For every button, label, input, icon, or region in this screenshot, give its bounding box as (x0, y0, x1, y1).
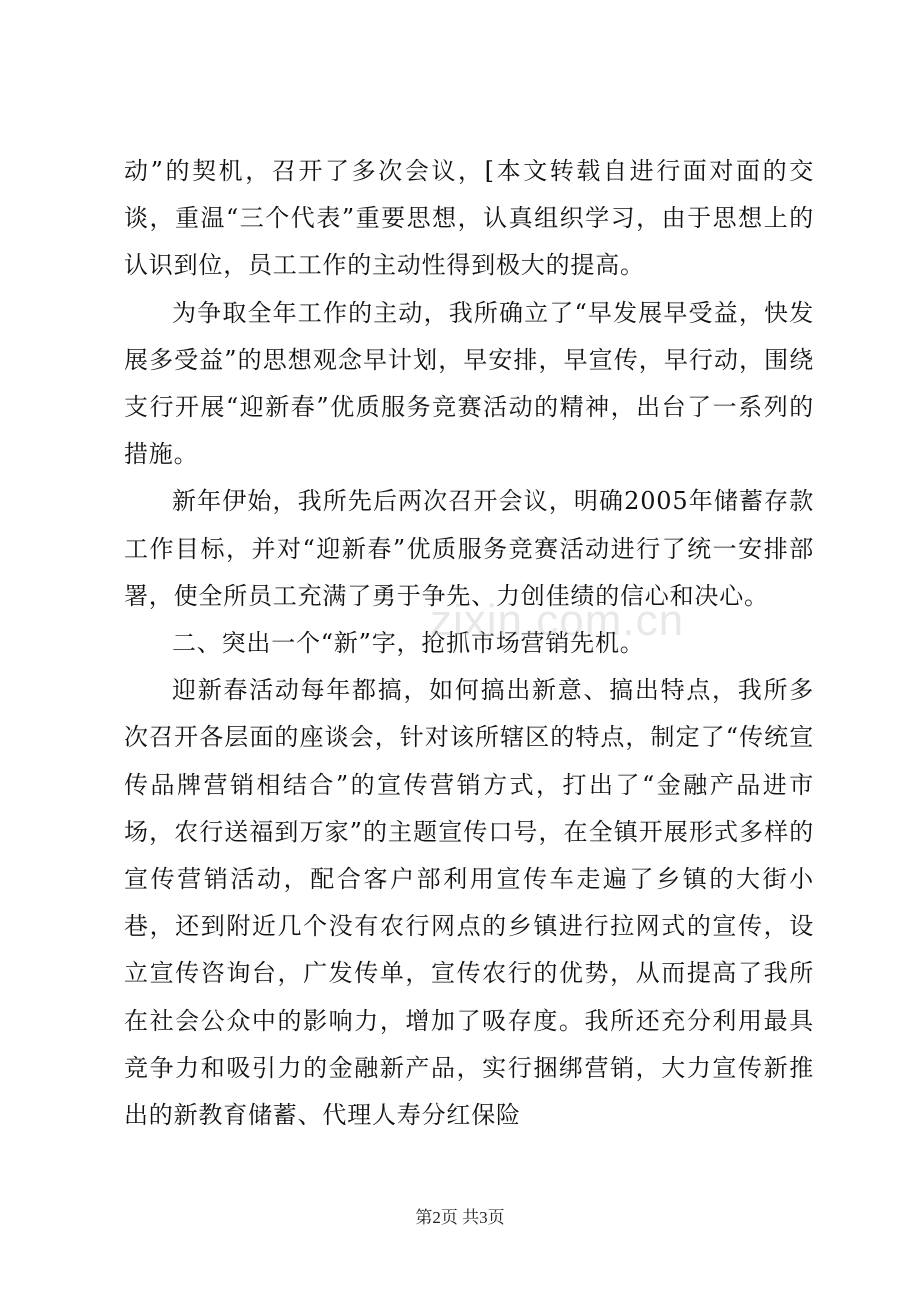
watermark: zixin.com.cn (430, 596, 685, 645)
document-body (124, 148, 814, 1139)
paragraph-strategy: 为争取全年工作的主动，我所确立了“早发展早受益，快发展多受益”的思想观念早计划，早安排，早宣传，早行动，围绕支行开展“迎新春”优质服务竞赛活动的精神，出台了一系列的措施。 (124, 298, 814, 469)
page-footer: 第2页 共3页 (415, 1208, 505, 1227)
paragraph-marketing: 迎新春活动每年都搞，如何搞出新意、搞出特点，我所多次召开各层面的座谈会，针对该所辖区的特点，制定了“传统宣传品牌营销相结合”的宣传营销方式，打出了“金融产品进市场，农行送福到万家”的主题宣传口号，在全镇开展形式多样的宣传营销活动，配合客户部利用宣传车走遍了乡镇的大街小巷，还到附近几个没有农行网点的乡镇进行拉网式的宣传，设立宣传咨询台，广发传单，宣传农行的优势，从而提高了我所在社会公众中的影响力，增加了吸存度。我所还充分利用最具竞争力和吸引力的金融新产品，实行捆绑营销，大力宣传新推出的新教育储蓄、代理人寿分红保险 (124, 676, 814, 1130)
paragraph-continuation: 动”的契机，召开了多次会议，[本文转载自进行面对面的交谈，重温“三个代表”重要思想，认真组织学习，由于思想上的认识到位，员工工作的主动性得到极大的提高。 (124, 157, 814, 280)
paragraph-new-year: 新年伊始，我所先后两次召开会议，明确2005年储蓄存款工作目标，并对“迎新春”优质服务竞赛活动进行了统一安排部署，使全所员工充满了勇于争先、力创佳绩的信心和决心。 (124, 487, 814, 610)
section-heading: 二、突出一个“新”字，抢抓市场营销先机。 (172, 629, 645, 658)
